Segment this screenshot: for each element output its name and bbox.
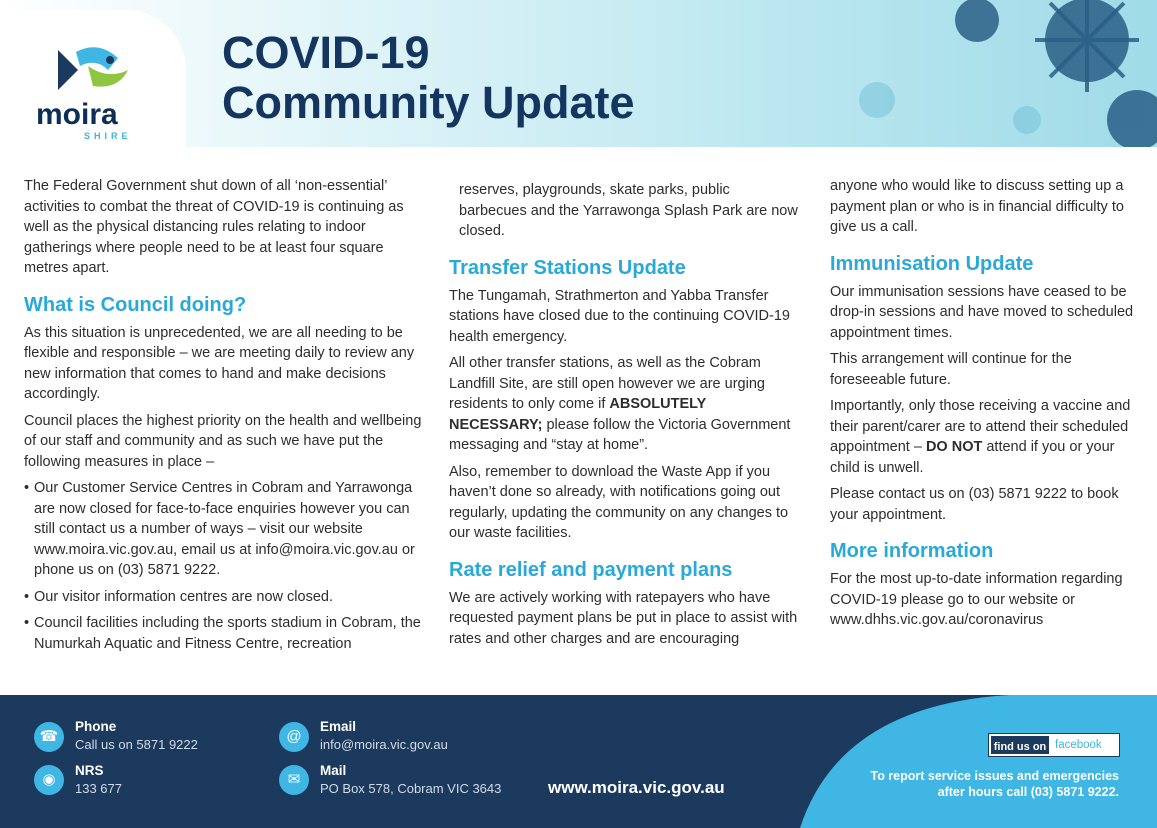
text-span: please follow the Victoria Government messaging and “stay at home”. — [449, 416, 791, 453]
measures-list — [24, 478, 424, 654]
report-text — [871, 768, 1120, 800]
immunisation-paragraph-4: Please contact us on (03) 5871 9222 to book your appointment. — [830, 486, 1119, 523]
emphasis-text: ABSOLUTELY NECESSARY; — [449, 396, 707, 433]
column-3 — [830, 176, 1140, 637]
text-span: All other transfer stations, as well as the Cobram Landfill Site, are still open however we are urging residents to only come if — [449, 355, 765, 412]
continued-paragraph: anyone who would like to discuss setting up a payment plan or who is in financial difficulty to give us a call. — [830, 178, 1124, 235]
contact-mail — [320, 762, 501, 798]
heading-more-information: More information — [830, 540, 994, 562]
heading-transfer-stations: Transfer Stations Update — [449, 256, 686, 279]
transfer-paragraph-2 — [449, 353, 799, 456]
more-info-paragraph: For the most up-to-date information regarding COVID-19 please go to our website or www.dhhs.vic.gov.au/coronavirus — [830, 571, 1123, 628]
heading-council: What is Council doing? — [24, 293, 247, 316]
header-banner — [0, 0, 1157, 147]
moira-logo-mark — [48, 40, 138, 96]
contact-phone — [75, 718, 198, 754]
report-line-1: To report service issues and emergencies — [870, 769, 1119, 783]
council-paragraph-1: As this situation is unprecedented, we are all needing to be flexible and responsible – we are meeting daily to review any new information that comes to hand and make decisions accordingly. — [24, 324, 415, 402]
heading-immunisation: Immunisation Update — [830, 252, 1034, 275]
rate-paragraph-1: We are actively working with ratepayers who have requested payment plans be put in place to assist with rates and other charges and are encouraging — [449, 589, 798, 647]
facebook-badge[interactable] — [988, 733, 1120, 757]
transfer-paragraph-3: Also, remember to download the Waste App if you haven’t done so already, with notifications going out regularly, updating the community on any changes to our waste facilities. — [449, 463, 789, 541]
logo-card — [0, 10, 186, 147]
heading-rate-relief: Rate relief and payment plans — [449, 558, 733, 581]
emphasis-text: DO NOT — [925, 439, 983, 455]
transfer-paragraph-1: The Tungamah, Strathmerton and Yabba Transfer stations have closed due to the continuing COVID-19 health emergency. — [449, 287, 790, 345]
page-title — [222, 28, 635, 128]
virus-illustration — [837, 0, 1157, 147]
logo-name: moira — [36, 98, 118, 131]
email-value[interactable]: info@moira.vic.gov.au — [320, 737, 448, 752]
immunisation-paragraph-1: Our immunisation sessions have ceased to be drop-in sessions and have moved to scheduled appointment times. — [830, 283, 1134, 341]
logo-subtitle: SHIRE — [84, 131, 132, 141]
nrs-icon: ◉ — [34, 765, 64, 795]
continued-paragraph: reserves, playgrounds, skate parks, public barbecues and the Yarrawonga Splash Park are now closed. — [459, 182, 798, 239]
mail-value: PO Box 578, Cobram VIC 3643 — [320, 781, 502, 796]
phone-value[interactable]: Call us on 5871 9222 — [75, 737, 198, 752]
column-1 — [24, 176, 424, 660]
nrs-value[interactable]: 133 677 — [75, 781, 122, 796]
title-line-2: Community Update — [222, 77, 635, 128]
text-span: Importantly, only those receiving a vaccine and their parent/carer are to attend their scheduled appointment – — [830, 398, 1131, 455]
website-link[interactable]: www.moira.vic.gov.au — [548, 778, 725, 797]
list-item: • Council facilities including the sports stadium in Cobram, the Numurkah Aquatic and Fitness Centre, recreation — [24, 613, 424, 654]
nrs-label: NRS — [75, 763, 104, 778]
facebook-label: facebook — [1055, 739, 1102, 751]
contact-nrs — [75, 762, 122, 798]
email-label: Email — [320, 719, 357, 734]
text-span: attend if you or your child is unwell. — [830, 439, 1115, 476]
intro-paragraph: The Federal Government shut down of all ‘non-essential’ activities to combat the threat of COVID-19 is continuing as well as the physical distancing rules relating to indoor gatherings where people need to be at least four square metres apart. — [24, 178, 404, 276]
list-item: • Our visitor information centres are now closed. — [24, 587, 424, 608]
email-icon: @ — [279, 722, 309, 752]
mail-icon: ✉ — [279, 765, 309, 795]
council-paragraph-2: Council places the highest priority on the health and wellbeing of our staff and community and as such we have put the following measures in place – — [24, 412, 422, 470]
title-line-1: COVID-19 — [222, 27, 430, 78]
facebook-find-us: find us on — [989, 734, 1051, 756]
mail-label: Mail — [320, 763, 347, 778]
contact-email — [320, 718, 448, 754]
immunisation-paragraph-2: This arrangement will continue for the foreseeable future. — [830, 351, 1072, 388]
immunisation-paragraph-3 — [830, 396, 1140, 478]
report-line-2: after hours call (03) 5871 9222. — [937, 785, 1119, 799]
phone-icon: ☎ — [34, 722, 64, 752]
footer-wave-decoration — [680, 695, 1157, 828]
footer — [0, 695, 1157, 828]
column-2 — [449, 180, 799, 655]
phone-label: Phone — [75, 719, 117, 734]
list-item: • Our Customer Service Centres in Cobram and Yarrawonga are now closed for face-to-face enquiries however you can still contact us a number of ways – visit our website www.moira.vic.gov.au, email us at info@moira.vic.gov.au or phone us on (03) 5871 9222. — [24, 478, 424, 581]
